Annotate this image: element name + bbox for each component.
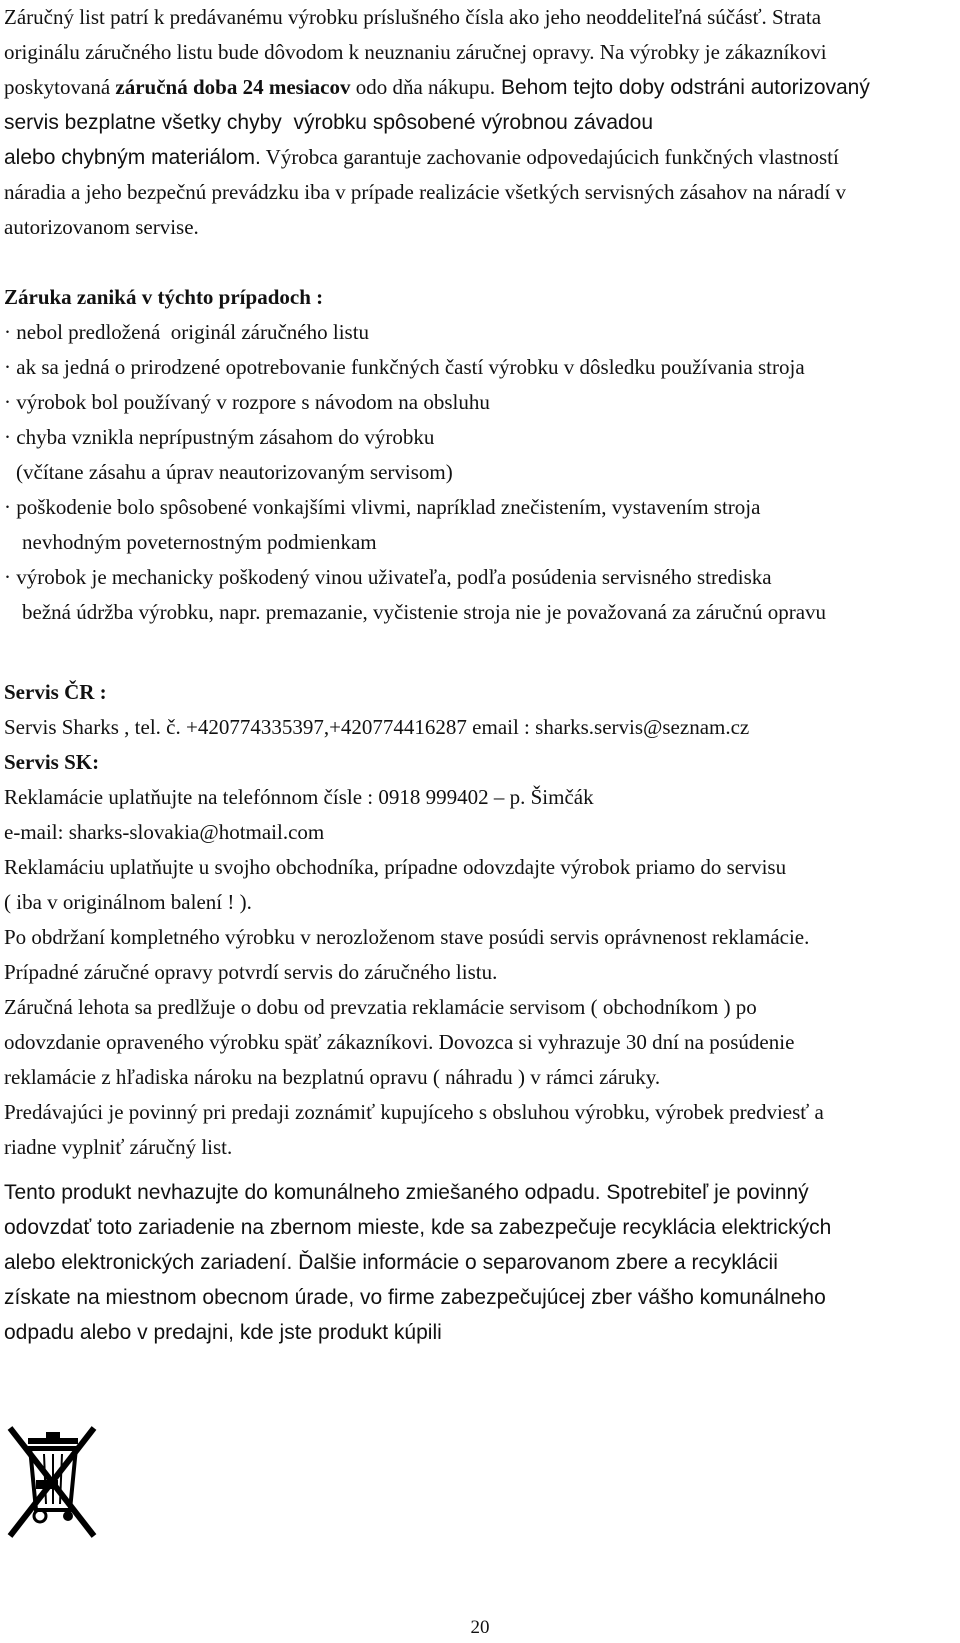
text-line: riadne vyplniť záručný list. [4, 1135, 233, 1159]
text-line [4, 140, 954, 175]
text-line: alebo elektronických zariadení. Ďalšie informácie o separovanom zbere a recyklácii [4, 1251, 778, 1274]
list-item: · ak sa jedná o prirodzené opotrebovanie funkčných častí výrobku v dôsledku používania stroja [4, 355, 805, 379]
text-line: autorizovanom servise. [4, 215, 199, 239]
text-line: reklamácie z hľadiska nároku na bezplatnú opravu ( náhradu ) v rámci záruky. [4, 1065, 661, 1089]
text-line: ( iba v originálnom balení ! ). [4, 890, 252, 914]
text-line: Reklamáciu uplatňujte u svojho obchodníka, prípadne odovzdajte výrobok priamo do servisu [4, 855, 787, 879]
service-sk-email: e-mail: sharks-slovakia@hotmail.com [4, 820, 325, 844]
text-line: Záručný list patrí k predávanému výrobku príslušného čísla ako jeho neoddeliteľná súčásť. Strata [4, 5, 822, 29]
text-run: odo dňa nákupu. [350, 75, 496, 99]
text-run: Behom tejto doby odstráni autorizovaný [495, 76, 870, 99]
text-line [4, 70, 954, 105]
warranty-intro-paragraph [4, 0, 954, 245]
warranty-period-highlight: záručná doba 24 mesiacov [115, 75, 351, 99]
service-cz-contact: Servis Sharks , tel. č. +420774335397,+420774416287 email : sharks.servis@seznam.cz [4, 715, 750, 739]
list-item: · výrobok bol používaný v rozpore s návodom na obsluhu [4, 390, 490, 414]
text-line: získate na miestnom obecnom úrade, vo firme zabezpečujúcej zber vášho komunálneho [4, 1286, 826, 1309]
text-line: odovzdať toto zariadenie na zbernom mieste, kde sa zabezpečuje recyklácia elektrických [4, 1216, 832, 1239]
list-item: · chyba vznikla neprípustným zásahom do výrobku [4, 425, 435, 449]
warranty-exclusions [4, 280, 954, 630]
text-line: servis bezplatne všetky chyby výrobku spôsobené výrobnou závadou [4, 111, 654, 134]
list-item-continuation: (včítane zásahu a úprav neautorizovaným servisom) [16, 460, 453, 484]
page-number: 20 [470, 1617, 490, 1638]
text-run: poskytovaná [4, 75, 116, 99]
text-line: Tento produkt nevhazujte do komunálneho zmiešaného odpadu. Spotrebiteľ je povinný [4, 1181, 809, 1204]
text-line: Záručná lehota sa predlžuje o dobu od prevzatia reklamácie servisom ( obchodníkom ) po [4, 995, 757, 1019]
list-item: · nebol predložená originál záručného listu [4, 320, 370, 344]
service-cz-heading: Servis ČR : [4, 680, 107, 704]
service-sk-phone: Reklamácie uplatňujte na telefónnom čísle : 0918 999402 – p. Šimčák [4, 785, 594, 809]
text-run: alebo chybným materiálom. [4, 146, 261, 169]
list-item: · poškodenie bolo spôsobené vonkajšími vlivmi, napríklad znečistením, vystavením stroja [4, 495, 761, 519]
crossed-out-wheelie-bin-icon [6, 1424, 98, 1544]
list-item-continuation: bežná údržba výrobku, napr. premazanie, vyčistenie stroja nie je považovaná za záručnú opravu [22, 600, 827, 624]
text-line: originálu záručného listu bude dôvodom k neuznaniu záručnej opravy. Na výrobky je zákazníkovi [4, 40, 827, 64]
disposal-paragraph [4, 1175, 954, 1350]
text-line: náradia a jeho bezpečnú prevádzku iba v prípade realizácie všetkých servisných zásahov na náradí v [4, 180, 846, 204]
text-run: Výrobca garantuje zachovanie odpovedajúcich funkčných vlastností [260, 145, 839, 169]
exclusions-heading: Záruka zaniká v týchto prípadoch : [4, 285, 324, 309]
service-sk-heading: Servis SK: [4, 750, 100, 774]
list-item-continuation: nevhodným poveternostným podmienkam [22, 530, 377, 554]
list-item: · výrobok je mechanicky poškodený vinou uživateľa, podľa posúdenia servisného strediska [4, 565, 772, 589]
service-section [4, 675, 954, 1165]
text-line: odpadu alebo v predajni, kde jste produkt kúpili [4, 1321, 442, 1344]
text-line: Predávajúci je povinný pri predaji zoznámiť kupujíceho s obsluhou výrobku, výrobek predviesť a [4, 1100, 824, 1124]
text-line: odovzdanie opraveného výrobku späť zákazníkovi. Dovozca si vyhrazuje 30 dní na posúdenie [4, 1030, 795, 1054]
text-line: Po obdržaní kompletného výrobku v nerozloženom stave posúdi servis oprávnenost reklamácie. [4, 925, 810, 949]
text-line: Prípadné záručné opravy potvrdí servis do záručného listu. [4, 960, 498, 984]
